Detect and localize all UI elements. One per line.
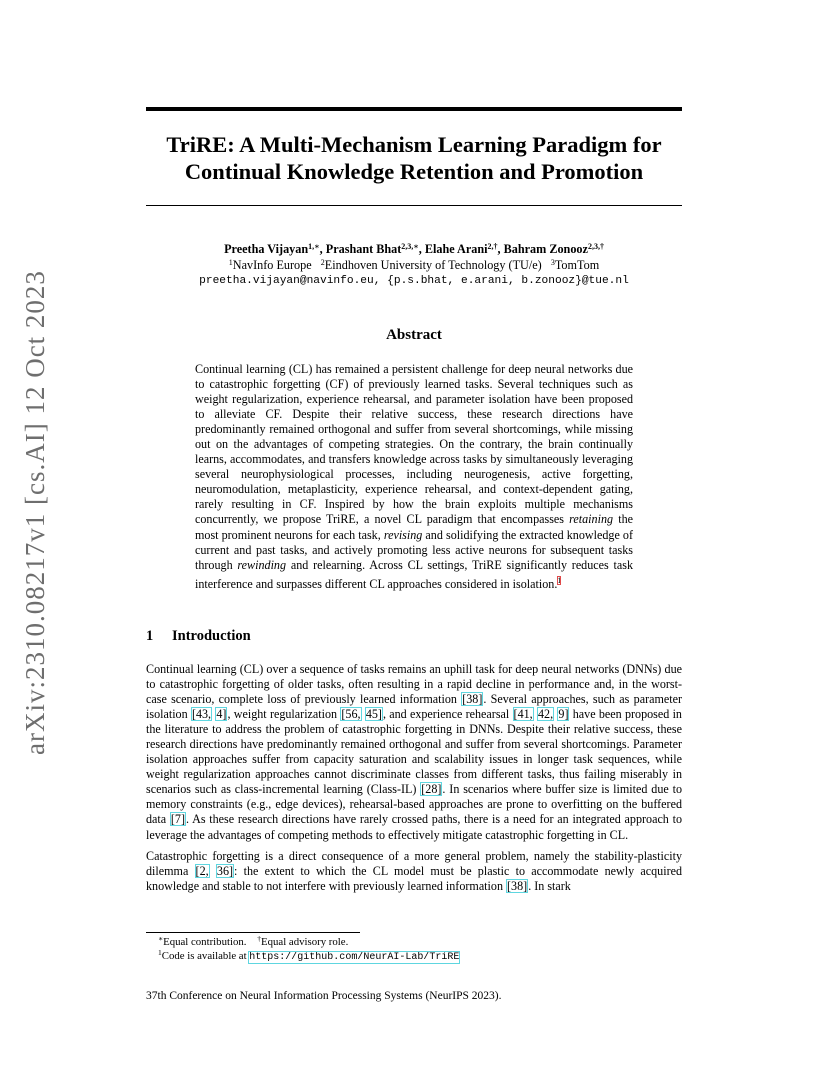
text-run: . In stark [528, 878, 571, 893]
citation-36[interactable]: 36] [216, 863, 234, 878]
section-title: Introduction [172, 628, 251, 644]
author-4: Bahram Zonooz [503, 242, 588, 256]
citation-38[interactable]: [38] [462, 692, 483, 707]
citation-7[interactable]: [7] [170, 812, 185, 827]
title-rule-bottom [146, 205, 682, 206]
paragraph-2 [146, 849, 682, 894]
author-3: Elahe Arani [424, 242, 488, 256]
citation-4[interactable]: 4] [216, 707, 227, 722]
citation-28[interactable]: [28] [421, 782, 442, 797]
citation-43[interactable]: [43, [191, 707, 212, 722]
author-names: Preetha Vijayan$^{1,∗}$, Prashant Bhat$^{2,3,∗}$, Elahe Arani$^{2,\dagger}$, Bahram Zonooz$^{2,3,\dagger}$ [224, 242, 604, 256]
section-number: 1 [146, 628, 154, 644]
citation-45[interactable]: 45] [365, 707, 382, 722]
affiliations [146, 257, 682, 273]
footnote-code-text: Code is available at [161, 950, 250, 962]
footnotes [158, 935, 682, 965]
footnote-rule [146, 932, 360, 933]
author-3-sup: 2,† [487, 242, 498, 251]
author-emails: preetha.vijayan@navinfo.eu, {p.s.bhat, e.arani, b.zonooz}@tue.nl [199, 275, 629, 287]
footnote-line-2 [158, 949, 682, 965]
footnote-equal-advisory: Equal advisory role. [261, 936, 349, 948]
arxiv-identifier: arXiv:2310.08217v1 [cs.AI] 12 Oct 2023 [20, 270, 50, 755]
text-run: Continual learning (CL) over a sequence of tasks remains an uphill task for deep neural networks (DNNs) due to catastrophic forgetting of older tasks, often resulting in a rapid decline in performance and, in the worst-case scenario, complete loss of previously learned information [146, 662, 682, 707]
abstract-part-3: and solidifying the extracted knowledge of current and past tasks, and actively promoting less active neurons for subsequent tasks through [195, 527, 633, 572]
author-2: Prashant Bhat [325, 242, 402, 256]
abstract-emph-revising: revising [383, 527, 423, 542]
author-1-sup: 1,∗ [308, 242, 320, 251]
affiliation-1: NavInfo Europe [232, 258, 312, 272]
title-line-2: Continual Knowledge Retention and Promotion [184, 159, 644, 184]
conference-venue: 37th Conference on Neural Information Processing Systems (NeurIPS 2023). [146, 990, 502, 1002]
text-run: . As these research directions have rarely crossed paths, there is a need for an integrated approach to leverage the advantages of competing methods to effectively mitigate catastrophic forgetting in CL. [146, 812, 683, 842]
text-run: Catastrophic forgetting is a direct consequence of a more general problem, namely the stability-plasticity dilemma [146, 848, 682, 878]
text-run: : the extent to which the CL model must be plastic to accommodate newly acquired knowledge and stable to not interfere with previously learned information [146, 863, 683, 893]
footnote-link-1[interactable]: 1 [557, 575, 562, 585]
author-4-sup: 2,3,† [587, 242, 604, 251]
section-heading-introduction [146, 628, 251, 645]
title-line-1: TriRE: A Multi-Mechanism Learning Paradigm for [166, 132, 662, 157]
abstract-part-1: Continual learning (CL) has remained a persistent challenge for deep neural networks due to catastrophic forgetting (CF) of previously learned tasks. Several techniques such as weight regularization, experience rehearsal, and parameter isolation have been proposed to alleviate CF. Despite their relative success, these research directions have predominantly remained orthogonal and suffer from several shortcomings, while missing out on the advantages of competing strategies. On the contrary, the brain continually learns, accommodates, and transfers knowledge across tasks by simultaneously leveraging several neurophysiological processes, including neurogenesis, active forgetting, neuromodulation, metaplasticity, experience rehearsal, and context-dependent gating, rarely resulting in CF. Inspired by how the brain exploits multiple mechanisms concurrently, we propose TriRE, a novel CL paradigm that encompasses [195, 362, 633, 527]
citation-9[interactable]: 9] [558, 707, 569, 722]
affiliation-3-sup: 3 [550, 258, 555, 267]
abstract-text [195, 362, 633, 592]
affiliation-3: TomTom [554, 258, 600, 272]
text-run: have been proposed in the literature to address the problem of catastrophic forgetting in DNNs. Despite their relative success, these research directions have predominantly remained orthogonal and suffer from several shortcomings. Parameter isolation approaches suffer from capacity saturation and scalability issues in longer task sequences, while weight regularization approaches cannot discriminate classes from different tasks, thus failing miserably in scenarios such as class-incremental learning (Class-IL) [146, 707, 682, 797]
abstract-emph-rewinding: rewinding [237, 557, 287, 572]
affiliation-2: Eindhoven University of Technology (TU/e) [324, 258, 542, 272]
footnote-equal-contribution: Equal contribution. [163, 936, 247, 948]
paper-title [146, 131, 682, 185]
footnote-line-1 [158, 935, 682, 949]
footnote-1-sup: ∗ [158, 934, 164, 943]
affiliation-1-sup: 1 [228, 258, 233, 267]
citation-56[interactable]: [56, [341, 707, 361, 722]
title-rule-top [146, 107, 682, 111]
citation-42[interactable]: 42, [537, 707, 554, 722]
citation-38-second[interactable]: [38] [507, 878, 528, 893]
introduction-body [146, 662, 682, 900]
text-run: , and experience rehearsal [382, 707, 513, 722]
author-block [146, 241, 682, 289]
author-1: Preetha Vijayan [224, 242, 309, 256]
text-run: , weight regularization [227, 707, 341, 722]
code-repository-link[interactable]: https://github.com/NeurAI-Lab/TriRE [249, 952, 460, 963]
footnote-2-sup: † [257, 934, 262, 943]
abstract-heading: Abstract [386, 327, 442, 343]
abstract-emph-retaining: retaining [569, 512, 614, 527]
text-run: . In scenarios where buffer size is limited due to memory constraints (e.g., edge devices), rehearsal-based approaches are prone to overfitting on the buffered data [146, 782, 682, 827]
text-run: . Several approaches, such as parameter isolation [146, 692, 682, 722]
abstract-part-4: and relearning. Across CL settings, TriRE significantly reduces task interference and surpasses different CL approaches considered in isolation. [195, 557, 633, 591]
abstract-part-2: the most prominent neurons for each task, [195, 512, 633, 542]
citation-41[interactable]: [41, [513, 707, 533, 722]
affiliation-2-sup: 2 [320, 258, 325, 267]
paragraph-1 [146, 662, 682, 843]
citation-2[interactable]: [2, [195, 863, 209, 878]
author-2-sup: 2,3,∗ [401, 242, 419, 251]
footnote-3-sup: 1 [158, 948, 162, 957]
